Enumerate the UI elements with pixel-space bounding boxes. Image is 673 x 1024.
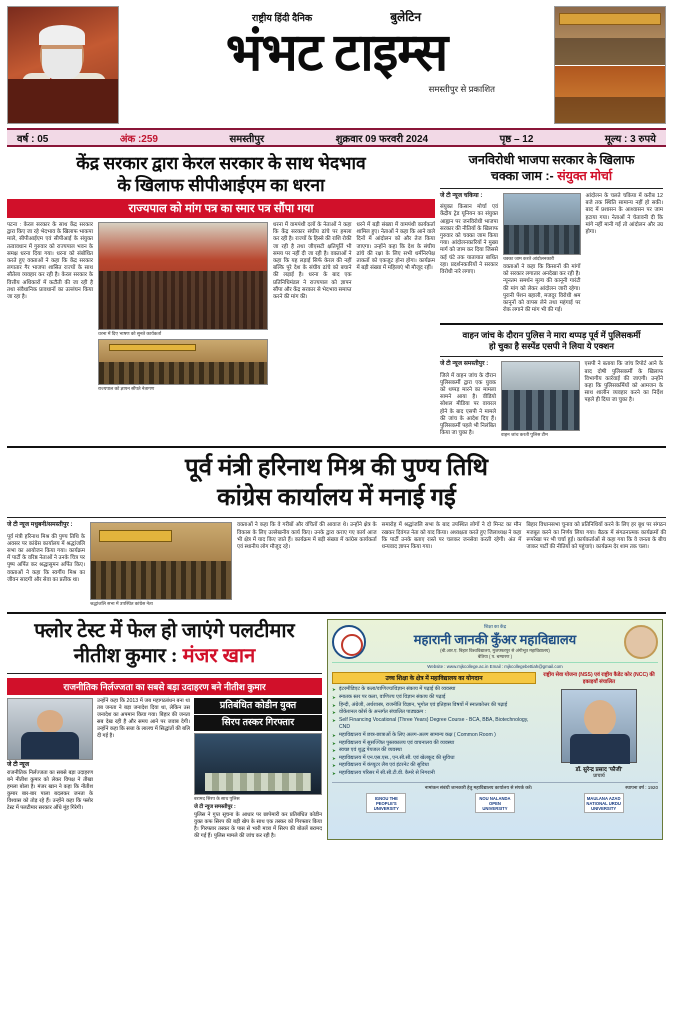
right-text-1: संयुक्त किसान मोर्चा एवं केंद्रीय ट्रेड यूनियन का संयुक्त आह्वान पर जनविरोधी भाजपा सरकार की नीतियों के खिलाफ गुरुवार को चक्का जाम किया गया। आंदोलनकारियों ने मुख्य मार्ग को जाम कर दिया जिससे कई घंटे तक यातायात बाधित रहा। प्रदर्शनकारियों ने सरकार विरोधी नारे लगाए। <box>440 204 498 276</box>
right-dateline-2: जे टी न्यूज समस्तीपुर : <box>440 361 489 368</box>
right-headline2-line1: वाहन जांच के दौरान पुलिस ने मारा थप्पड़ पूर्व में पुलिसकर्मी <box>462 330 641 341</box>
mid2-photo-block <box>7 698 93 840</box>
lead-column-2 <box>273 222 352 392</box>
ad-item: ➤ महाविद्यालय में एन.एस.एस., एन.सी.सी. एवं खेलकूद की सुविधा <box>332 755 536 763</box>
info-place: समस्तीपुर <box>229 133 265 145</box>
ad-partner-logos <box>332 793 658 813</box>
lead-subheadline-bar: राज्यपाल को मांग पत्र का स्मार पत्र सौंपा गया <box>7 199 435 218</box>
info-issue: अंक :259 <box>119 133 158 145</box>
info-year: वर्ष : 05 <box>17 133 49 145</box>
ad-item: ➤ Self Financing Vocational (Three Years) Degree Course - BCA, BBA, Biotechnology, CND <box>332 717 536 732</box>
ad-item: ➤ महाविद्यालय में कंप्यूटर लैब एवं इंटरनेट की सुविधा <box>332 762 536 770</box>
right-photo-block-2 <box>501 361 580 441</box>
right-dateline-1: जे टी न्यूज चकिया : <box>440 193 483 199</box>
ad-affiliation: (बी.आर.ए. बिहार विश्वविद्यालय, मुजफ्फरपुर से अंगीभूत महाविद्यालय) <box>440 648 550 654</box>
ad-item: ➤ स्वच्छ एवं शुद्ध पेयजल की व्यवस्था <box>332 747 536 755</box>
right-text-4: जिले में वाहन जांच के दौरान पुलिसकर्मी द्वारा एक युवक को थप्पड़ मारने का मामला सामने आया है। वीडियो सोशल मीडिया पर वायरल होने के बाद एसपी ने मामले की जांच के आदेश दिए हैं। पुलिसकर्मी पहले भी निलंबित किया जा चुका है। <box>440 372 496 437</box>
ad-title-block <box>370 624 620 660</box>
principal-name: डॉ. सुरेन्द्र प्रसाद 'फौजी' <box>575 767 623 774</box>
ad-principal-block <box>540 672 658 779</box>
right-text-5: एसपी ने बताया कि जांच रिपोर्ट आने के बाद दोषी पुलिसकर्मी के खिलाफ विभागीय कार्रवाई की जाएगी। उन्होंने कहा कि पुलिसकर्मियों को आमजन के साथ शालीन व्यवहार करने का निर्देश पहले ही दिया जा चुका है। <box>584 361 663 404</box>
lead-photo-block <box>98 222 268 392</box>
mid2-photo-left <box>7 698 93 760</box>
mid-headline-line1: पूर्व मंत्री हरिनाथ मिश्र की पुण्य तिथि <box>184 455 489 482</box>
mid-column-1 <box>7 522 85 607</box>
right-col-text-3 <box>586 193 664 318</box>
mid-photo-block <box>90 522 232 607</box>
lead-photo-2-caption: राज्यपाल को ज्ञापन सौंपते नेतागण <box>98 386 155 391</box>
principal-role: प्राचार्य <box>593 773 605 780</box>
mid-text-4: बिहार विधानसभा चुनाव को प्रतिनिधियों करने के लिए हर बूथ पर संगठन मजबूत करने का निर्णय लिया गया। बैठक में संगठनात्मक कार्यक्रमों की रूपरेखा पर भी चर्चा हुई। कार्यकर्ताओं से कहा गया कि वे जनता के बीच जाकर पार्टी की नीतियों को पहुंचाएं। कार्यक्रम देर शाम तक चला। <box>526 522 667 551</box>
masthead-title: भंभट टाइम्स <box>225 25 448 82</box>
mid-dateline: जे टी न्यूज मधुबनी/समस्तीपुर : <box>7 522 73 529</box>
lead-headline-line1: केंद्र सरकार द्वारा केरल सरकार के साथ भेदभाव <box>76 153 366 173</box>
mid2-headline-line2 <box>7 644 322 669</box>
right-photo-block <box>503 193 581 318</box>
masthead-photo-bottom <box>555 65 665 124</box>
ad-header <box>332 624 658 660</box>
masthead-right-strip <box>554 6 666 124</box>
masthead-center <box>122 6 551 124</box>
lead-text-1: पटना : केरल सरकार के साथ केंद्र सरकार द्वारा किए जा रहे भेदभाव के खिलाफ भाकपा माले, सीपीआईएम एवं सीपीआई के संयुक्त तत्वावधान में गुरुवार को राज्यपाल भवन के समक्ष धरना दिया गया। धरना को संबोधित करते हुए वक्ताओं ने कहा कि केंद्र सरकार लगातार गैर भाजपा शासित राज्यों के साथ सौतेला व्यवहार कर रही है। केरल सरकार के वित्तीय अधिकारों में कटौती की जा रही है तथा संवैधानिक प्रावधानों का उल्लंघन किया जा रहा है। <box>7 222 93 301</box>
ad-features <box>332 672 536 779</box>
lead-column-1 <box>7 222 93 392</box>
lead-text-2: धरना में वामपंथी दलों के नेताओं ने कहा कि केंद्र सरकार संघीय ढांचे पर हमला कर रही है। राज्यों के हिस्से की राशि रोकी जा रही है तथा जीएसटी क्षतिपूर्ति भी समय पर नहीं दी जा रही है। वक्ताओं ने कहा कि यह लड़ाई सिर्फ केरल की नहीं बल्कि पूरे देश के संघीय ढांचे को बचाने की लड़ाई है। धरना के बाद एक प्रतिनिधिमंडल ने राज्यपाल को ज्ञापन सौंपा और केंद्र सरकार से भेदभाव समाप्त करने की मांग की। <box>273 222 352 301</box>
mid-text-1: पूर्व मंत्री हरिनाथ मिश्र की पुण्य तिथि के अवसर पर कांग्रेस कार्यालय में श्रद्धांजलि सभा का आयोजन किया गया। कार्यक्रम में पार्टी के वरिष्ठ नेताओं ने उनके चित्र पर पुष्प अर्पित कर श्रद्धासुमन अर्पित किए। वक्ताओं ने कहा कि स्वर्गीय मिश्र का जीवन सादगी और सेवा का प्रतीक था। <box>7 533 85 583</box>
logo-ignou: IGNOU THE PEOPLE'S UNIVERSITY <box>366 793 406 813</box>
right-photo-2-caption: वाहन जांच करती पुलिस टीम <box>501 432 548 438</box>
logo-manuu: MAULANA AZAD NATIONAL URDU UNIVERSITY <box>584 793 624 813</box>
ad-item: ➤ महाविद्यालय परिसर में सी.सी.टी.वी. कैमरे से निगरानी <box>332 770 536 778</box>
lead-column-3 <box>357 222 436 392</box>
mid-text-2: वक्ताओं ने कहा कि वे गरीबों और वंचितों की आवाज थे। उन्होंने क्षेत्र के विकास के लिए उल्लेखनीय कार्य किए। उनके द्वारा कराए गए कार्य आज भी क्षेत्र में याद किए जाते हैं। कार्यक्रम में बड़ी संख्या में कांग्रेस कार्यकर्ता एवं स्थानीय लोग मौजूद रहे। <box>237 522 377 551</box>
seizure-photo-caption: बरामद सिरप के साथ पुलिस <box>194 796 240 802</box>
seizure-dateline: जे टी न्यूज समस्तीपुर : <box>194 804 236 811</box>
ad-item: ➤ महाविद्यालय में छात्र-छात्राओं के लिए अलग-अलग सामान्य कक्ष ( Common Room ) <box>332 732 536 740</box>
principal-portrait <box>561 689 637 763</box>
seizure-headline-line2: सिरप तस्कर गिरफ्तार <box>194 714 322 731</box>
right-headline-line2 <box>440 168 663 184</box>
lead-photo-1 <box>98 222 268 330</box>
issue-info-bar <box>7 128 666 147</box>
info-price: मूल्य : 3 रुपये <box>604 133 656 145</box>
founder-portrait <box>624 625 658 659</box>
masthead-photo-top <box>555 7 665 65</box>
masthead-kicker-right: बुलेटिन <box>390 10 422 24</box>
ad-contact-note: नामांकन संबंधी जानकारी हेतु महाविद्यालय कार्यालय से संपर्क करें। <box>424 785 533 791</box>
mid-headline-line2: कांग्रेस कार्यालय में मनाई गई <box>217 485 456 512</box>
lead-photo-1-caption: धरना में दिए भाषण को सुनते कार्यकर्ता <box>98 331 162 336</box>
mid-column-4 <box>526 522 666 607</box>
right-text-3: आंदोलन के चलते चकिया में करीब 12 बजे तक स्थिति सामान्य नहीं हो सकी। बाद में प्रशासन के आश्वासन पर जाम हटाया गया। नेताओं ने चेतावनी दी कि मांगे नहीं मानी गईं तो आंदोलन और उग्र होगा। <box>585 193 663 236</box>
bottom-section <box>7 619 666 840</box>
info-pages: पृष्ठ – 12 <box>499 133 534 145</box>
mid-column-3 <box>382 522 522 607</box>
mid-column-2 <box>237 522 377 607</box>
mid2-right-block <box>194 698 322 840</box>
mid2-headline-line2-text: नीतीश कुमार : <box>73 645 178 668</box>
ad-list-heading: उच्च शिक्षा के क्षेत्र में महाविद्यालय का योगदान <box>332 672 536 684</box>
seizure-text: पुलिस ने गुप्त सूचना के आधार पर छापेमारी कर प्रतिबंधित कोडीन युक्त कफ सिरप की बड़ी खेप के साथ एक तस्कर को गिरफ्तार किया है। गिरफ्तार तस्कर के पास से भारी मात्रा में सिरप की बोतलें बरामद की गई हैं। पुलिस मामले की जांच कर रही है। <box>194 812 322 840</box>
mid2-text-1: राजनीतिक निर्लज्जता का सबसे बड़ा उदाहरण बने नीतीश कुमार को लेकर विपक्ष ने तीखा हमला बोला है। मंजर खान ने कहा कि नीतीश कुमार बार-बार पाला बदलकर जनता के विश्वास को तोड़ रहे हैं। उन्होंने कहा कि फ्लोर टेस्ट में पलटीमार सरकार औंधे मुंह गिरेगी। <box>7 770 93 812</box>
bottom-left-story <box>7 619 322 840</box>
ad-item: ➤ स्नातक स्तर पर कला, वाणिज्य एवं विज्ञान संकाय की पढ़ाई <box>332 694 536 702</box>
right-text-2: वक्ताओं ने कहा कि किसानों की मांगों को सरकार लगातार अनदेखा कर रही है। न्यूनतम समर्थन मूल्य की कानूनी गारंटी की मांग को लेकर आंदोलन जारी रहेगा। पुरानी पेंशन बहाली, मजदूर विरोधी श्रम कानूनों को वापस लेने तथा महंगाई पर रोक लगाने की मांग भी की गई। <box>503 264 581 314</box>
right-headline-line1: जनविरोधी भाजपा सरकार के खिलाफ <box>468 153 635 167</box>
ad-item: ➤ महाविद्यालय में सुसज्जित पुस्तकालय एवं वाचनालय की व्यवस्था <box>332 740 536 748</box>
masthead-left-photo <box>7 6 119 124</box>
right-column <box>440 152 663 441</box>
mid2-column-2 <box>97 698 190 840</box>
ad-item: ➤ वोकेशनल कोर्स के अन्तर्गत संचालित पाठ्यक्रम : <box>332 709 536 717</box>
ad-established: स्थापना वर्ष : 1920 <box>625 785 658 791</box>
ad-item: ➤ इंटरमीडिएट के कला/वाणिज्य/विज्ञान संकाय में पढ़ाई की व्यवस्था <box>332 686 536 694</box>
lead-photo-2 <box>98 339 268 385</box>
mid-story <box>7 453 666 607</box>
right-col2-text-2 <box>585 361 664 441</box>
seizure-headline-line1: प्रतिबंधित कोडीन युक्त <box>194 698 322 714</box>
right-photo-1-caption: चक्का जाम करते आंदोलनकारी <box>503 256 555 261</box>
right-photo-2 <box>501 361 580 431</box>
right-col-text-1 <box>440 193 498 318</box>
mid-photo <box>90 522 232 600</box>
mid2-subheadline-bar: राजनीतिक निर्लज्जता का सबसे बड़ा उदाहरण बने नीतीश कुमार <box>7 678 322 695</box>
logo-nou: NOU NALANDA OPEN UNIVERSITY <box>475 793 515 813</box>
masthead-footer: समस्तीपुर से प्रकाशित <box>428 84 495 94</box>
right-photo-1 <box>503 193 581 255</box>
ad-feature-list <box>332 686 536 777</box>
masthead <box>7 6 666 124</box>
ad-college-name: महारानी जानकी कुँअर महाविद्यालय <box>413 632 577 648</box>
right-headline-line2-text: चक्का जाम :- <box>490 169 554 183</box>
top-section <box>7 152 666 441</box>
mid2-dateline: जे टी न्यूज <box>7 762 30 769</box>
lead-text-3: धरने में बड़ी संख्या में वामपंथी कार्यकर्ता शामिल हुए। नेताओं ने कहा कि आने वाले दिनों में आंदोलन को और तेज किया जाएगा। उन्होंने कहा कि देश के संघीय ढांचे की रक्षा के लिए सभी धर्मनिरपेक्ष ताकतों को एकजुट होना होगा। कार्यक्रम में बड़ी संख्या में महिलाएं भी मौजूद रहीं। <box>356 222 435 272</box>
ad-place: बेतिया ( प. चम्पारण ) <box>477 654 513 660</box>
lead-headline-line2: के खिलाफ सीपीआईएम का धरना <box>117 175 325 195</box>
lead-story <box>7 152 435 441</box>
right-col2-text-1 <box>440 361 496 441</box>
mid2-headline-accent: मंजर खान <box>182 645 256 668</box>
college-emblem-icon <box>332 625 366 659</box>
mid2-text-2: उन्होंने कहा कि 2013 में जब महागठबंधन बना था तब जनता ने बड़ा जनादेश दिया था, लेकिन उस जनादेश का अपमान किया गया। बिहार की जनता सब देख रही है और समय आने पर जवाब देगी। उन्होंने कहा कि सत्ता के लालच में सिद्धांतों की बलि दी गई है। <box>97 698 190 740</box>
right-headline-accent: संयुक्त मोर्चा <box>557 169 613 183</box>
seizure-photo <box>194 733 322 795</box>
mid-text-3: समारोह में श्रद्धांजलि सभा के बाद उपस्थित लोगों ने दो मिनट का मौन रखकर दिवंगत नेता को याद किया। अध्यक्षता करते हुए जिलाध्यक्ष ने कहा कि पार्टी उनके बताए रास्ते पर चलकर जनसेवा करती रहेगी। अंत में धन्यवाद ज्ञापन किया गया। <box>381 522 522 551</box>
right-headline2-line2: हो चुका है सस्पेंड एसपी ने लिया ये एक्शन <box>488 341 615 352</box>
ad-website: Website : www.mjkcollege.ac.in Email : mjkcollegebettiah@gmail.com <box>332 662 658 669</box>
college-advertisement <box>327 619 663 840</box>
info-date: शुक्रवार 09 फरवरी 2024 <box>335 133 429 145</box>
ad-nss-ncc-note: राष्ट्रीय सेवा योजना (NSS) एवं राष्ट्रीय कैडेट कोर (NCC) की इकाइयाँ संचालित <box>543 672 655 686</box>
ad-top-small: शिक्षा का केंद्र <box>483 624 507 630</box>
mid2-headline-line1: फ्लोर टेस्ट में फेल हो जाएंगे पलटीमार <box>34 620 295 643</box>
ad-body <box>332 672 658 779</box>
mid-photo-caption: श्रद्धांजलि सभा में उपस्थित कांग्रेस नेता <box>90 601 153 607</box>
ad-item: ➤ हिन्दी, अंग्रेजी, अर्थशास्त्र, राजनीति विज्ञान, भूगोल एवं इतिहास विषयों में स्नातकोत्तर की पढ़ाई <box>332 702 536 710</box>
ad-footer-note <box>332 782 658 791</box>
masthead-kicker-left: राष्ट्रीय हिंदी दैनिक <box>251 13 313 24</box>
